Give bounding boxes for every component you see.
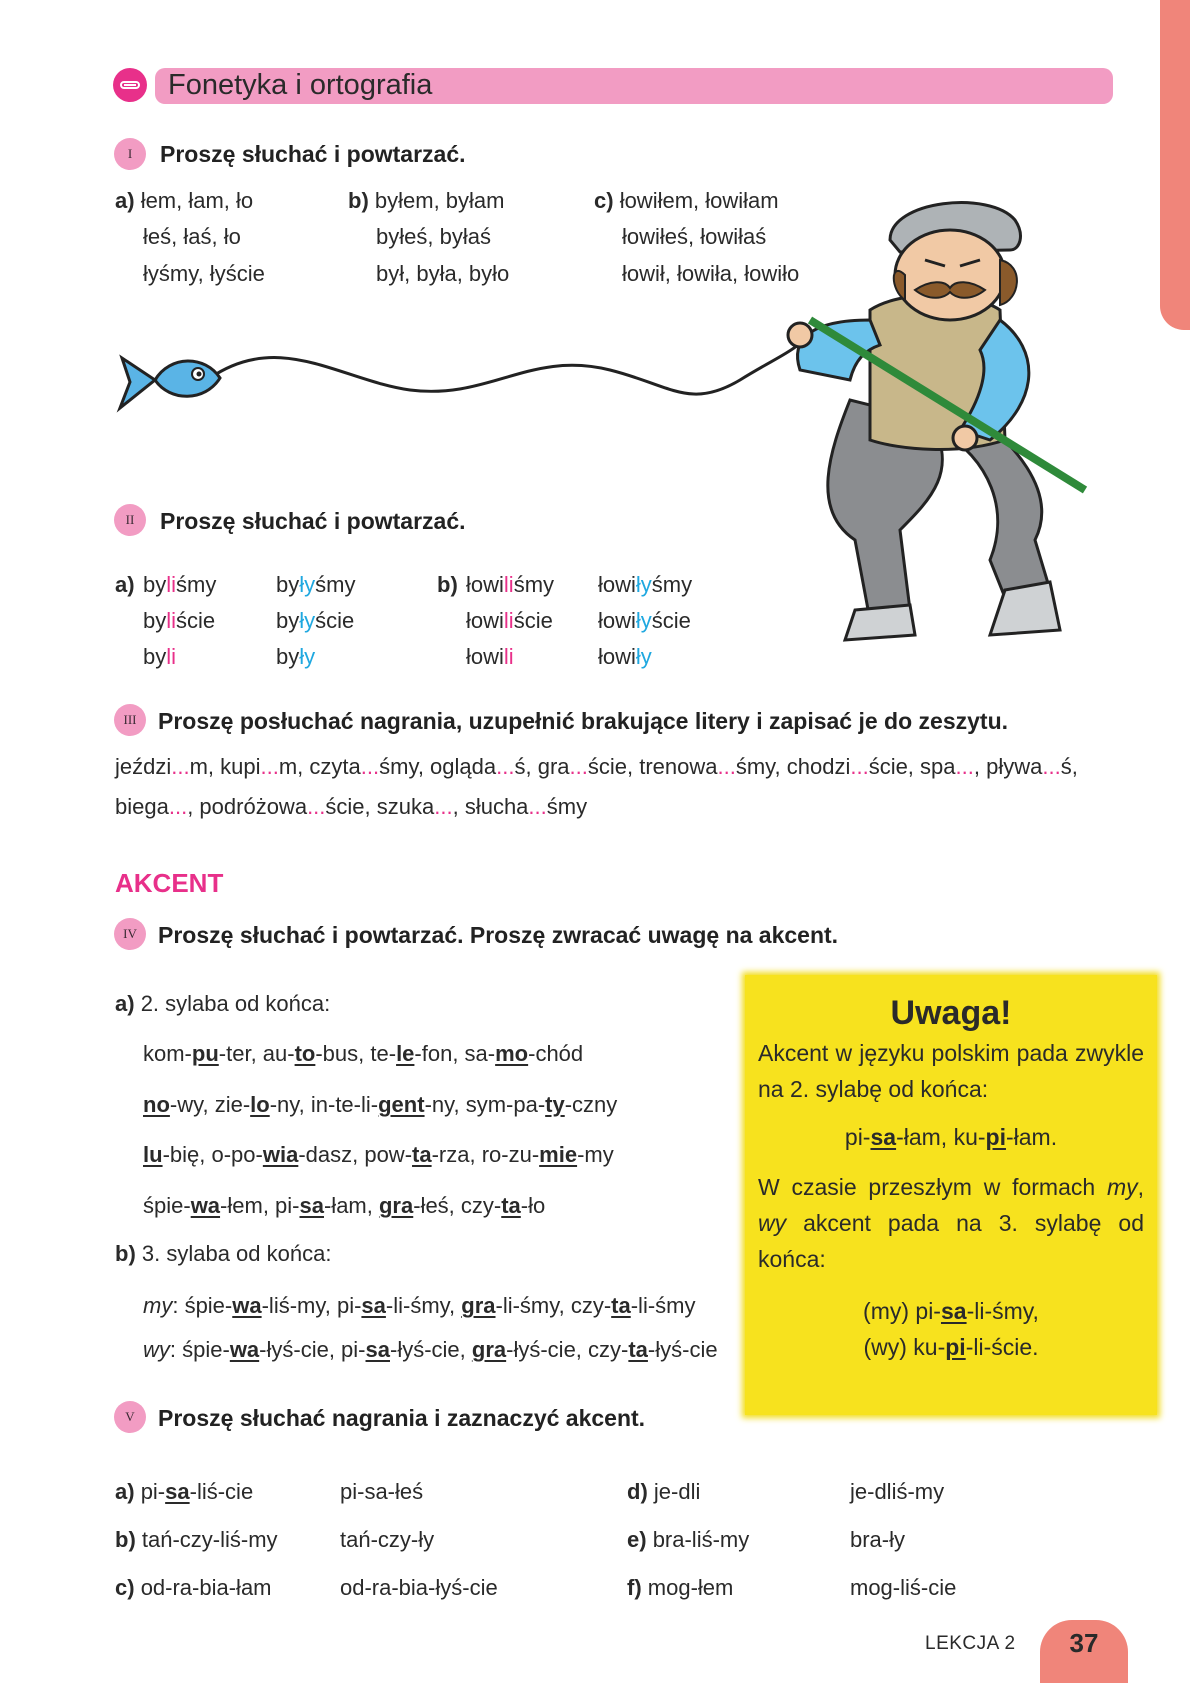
exercise-number-1: I [114,138,146,170]
stressed-syllable: pi [985,1124,1006,1150]
side-tab-decoration [1160,0,1190,330]
ex2-word: łowiliśmy [466,572,555,597]
ex5-row: a) pi-sa-liś-cie [115,1479,254,1504]
stressed-syllable: lo [250,1092,270,1117]
ex2-word: łowiły [598,644,652,669]
ex2-word: byliście [143,608,216,633]
stressed-syllable: pu [191,1041,219,1066]
ex5-word: pi-sa-łeś [340,1479,424,1504]
exercise-3-instruction: Proszę posłuchać nagrania, uzupełnić brakujące litery i zapisać je do zeszytu. [158,708,1009,734]
exercise-number-2: II [114,504,146,536]
gap-dots: ... [850,754,869,779]
ex5-row: f) mog-łem [627,1575,734,1600]
ex1-b-line: byłeś, byłaś [376,224,491,249]
ex2-word: byliśmy [143,572,217,597]
ex3-line-2: biega..., podróżowa...ście, szuka..., słucha...śmy [115,794,588,819]
fish-icon [120,358,220,408]
stressed-syllable: no [143,1092,170,1117]
stressed-syllable: wa [232,1293,262,1318]
label-a: a) [115,188,135,213]
ex1-a-line: łyśmy, łyście [143,261,265,286]
gap-dots: ... [569,754,588,779]
ex5-word: je-dliś-my [850,1479,945,1504]
stressed-syllable: pi [945,1334,966,1360]
stressed-syllable: sa [870,1124,897,1150]
uwaga-example-3: (wy) ku-pi-li-ście. [863,1334,1039,1360]
ex4-syllable-line: śpie-wa-łem, pi-sa-łam, gra-łeś, czy-ta-ło [143,1193,546,1218]
ex1-b-line: był, była, było [376,261,510,286]
uwaga-paragraph-1: Akcent w języku polskim pada zwykle na 2. sylabę od końca: [758,1040,1144,1102]
uwaga-paragraph-2: W czasie przeszłym w formach my, wy akcent pada na 3. sylabę od końca: [758,1174,1144,1272]
gap-dots: ... [496,754,515,779]
stressed-syllable: wa [190,1193,221,1218]
ex1-col-b [348,187,504,215]
uwaga-example-1: pi-sa-łam, ku-pi-łam. [844,1124,1058,1150]
ex1-b-line: byłem, byłam [374,188,505,213]
ex1-col-c [594,187,779,215]
gap-dots: ... [260,754,279,779]
stressed-syllable: mie [539,1142,578,1167]
stressed-syllable: le [396,1041,415,1066]
label-a: a) [115,572,135,597]
stressed-syllable: sa [365,1337,390,1362]
gap-dots: ... [528,794,547,819]
ex5-word: tań-czy-ły [340,1527,435,1552]
ex4-a-heading: a) 2. sylaba od końca: [115,991,331,1016]
stressed-syllable: gra [471,1337,507,1362]
ex1-a-line: łeś, łaś, ło [143,224,241,249]
fisherman-head [850,180,1050,330]
ex5-row: c) od-ra-bia-łam [115,1575,272,1600]
stressed-syllable: mo [495,1041,529,1066]
exercise-number-4: IV [114,918,146,950]
ex4-syllable-line: lu-bię, o-po-wia-dasz, pow-ta-rza, ro-zu-mie-my [143,1142,614,1167]
stressed-syllable: gra [378,1193,414,1218]
gap-dots: ... [717,754,736,779]
ex4-my-line: my: śpie-wa-liś-my, pi-sa-li-śmy, gra-li-śmy, czy-ta-li-śmy [143,1293,696,1318]
stressed-syllable: wia [262,1142,299,1167]
stressed-syllable: wa [229,1337,260,1362]
mouth-icon [113,68,147,102]
stressed-syllable: ta [501,1193,521,1218]
stressed-syllable: sa [165,1479,190,1504]
ex4-b-heading: b) 3. sylaba od końca: [115,1241,332,1266]
gap-dots: ... [955,754,974,779]
exercise-2-instruction: Proszę słuchać i powtarzać. [160,508,466,534]
ex5-word: mog-liś-cie [850,1575,957,1600]
stressed-syllable: to [294,1041,316,1066]
stressed-syllable: ta [611,1293,631,1318]
ex2-word: byłyśmy [276,572,356,597]
label-c: c) [594,188,614,213]
uwaga-title: Uwaga! [890,994,1012,1032]
stressed-syllable: sa [299,1193,324,1218]
ex1-c-line: łowiłeś, łowiłaś [622,224,767,249]
exercise-number-3: III [114,704,146,736]
ex2-word: łowiliście [466,608,553,633]
lesson-label: LEKCJA 2 [925,1633,1016,1654]
ex5-row: d) je-dli [627,1479,701,1504]
exercise-5-instruction: Proszę słuchać nagrania i zaznaczyć akcent. [158,1405,646,1431]
ex5-word: bra-ły [850,1527,906,1552]
fisherman-illustration [110,290,1110,660]
ex2-word: łowili [466,644,514,669]
ex1-c-line: łowiłem, łowiłam [619,188,779,213]
exercise-4-instruction: Proszę słuchać i powtarzać. Proszę zwracać uwagę na akcent. [158,922,839,948]
uwaga-note-box [745,975,1157,1415]
page-number: 37 [1069,1628,1099,1658]
stressed-syllable: ta [628,1337,648,1362]
gap-dots: ... [434,794,453,819]
ex2-word: łowiłyście [598,608,691,633]
ex2-word: byli [143,644,177,669]
exercise-1-instruction: Proszę słuchać i powtarzać. [160,141,466,167]
ex5-word: od-ra-bia-łyś-cie [340,1575,498,1600]
ex4-syllable-line: kom-pu-ter, au-to-bus, te-le-fon, sa-mo-chód [143,1041,584,1066]
ex1-col-a [115,187,253,215]
label-b: b) [348,188,369,213]
gap-dots: ... [171,754,190,779]
stressed-syllable: sa [361,1293,386,1318]
stressed-syllable: ta [412,1142,432,1167]
ex2-word: byłyście [276,608,355,633]
uwaga-example-2: (my) pi-sa-li-śmy, [863,1298,1039,1324]
gap-dots: ... [168,794,188,819]
stressed-syllable: lu [143,1142,163,1167]
ex5-row: e) bra-liś-my [627,1527,750,1552]
ex2-word: łowiłyśmy [598,572,693,597]
ex2-word: były [276,644,316,669]
akcent-heading: AKCENT [115,868,224,898]
gap-dots: ... [360,754,380,779]
stressed-syllable: gra [461,1293,496,1318]
ex4-wy-line: wy: śpie-wa-łyś-cie, pi-sa-łyś-cie, gra-łyś-cie, czy-ta-łyś-cie [143,1337,718,1362]
gap-dots: ... [307,794,326,819]
stressed-syllable: sa [940,1298,967,1324]
ex4-syllable-line: no-wy, zie-lo-ny, in-te-li-gent-ny, sym-pa-ty-czny [143,1092,618,1117]
label-b: b) [437,572,458,597]
ex3-line-1: jeździ...m, kupi...m, czyta...śmy, ogląda...ś, gra...ście, trenowa...śmy, chodzi...ście, spa..., pływa...ś, [115,754,1078,779]
section-title: Fonetyka i ortografia [168,69,433,101]
stressed-syllable: ty [545,1092,565,1117]
exercise-number-5: V [114,1401,146,1433]
gap-dots: ... [1042,754,1061,779]
ex1-c-line: łowił, łowiła, łowiło [622,261,800,286]
fisherman-figure [788,295,1085,640]
stressed-syllable: gent [378,1092,425,1117]
ex5-row: b) tań-czy-liś-my [115,1527,278,1552]
ex1-a-line: łem, łam, ło [140,188,254,213]
